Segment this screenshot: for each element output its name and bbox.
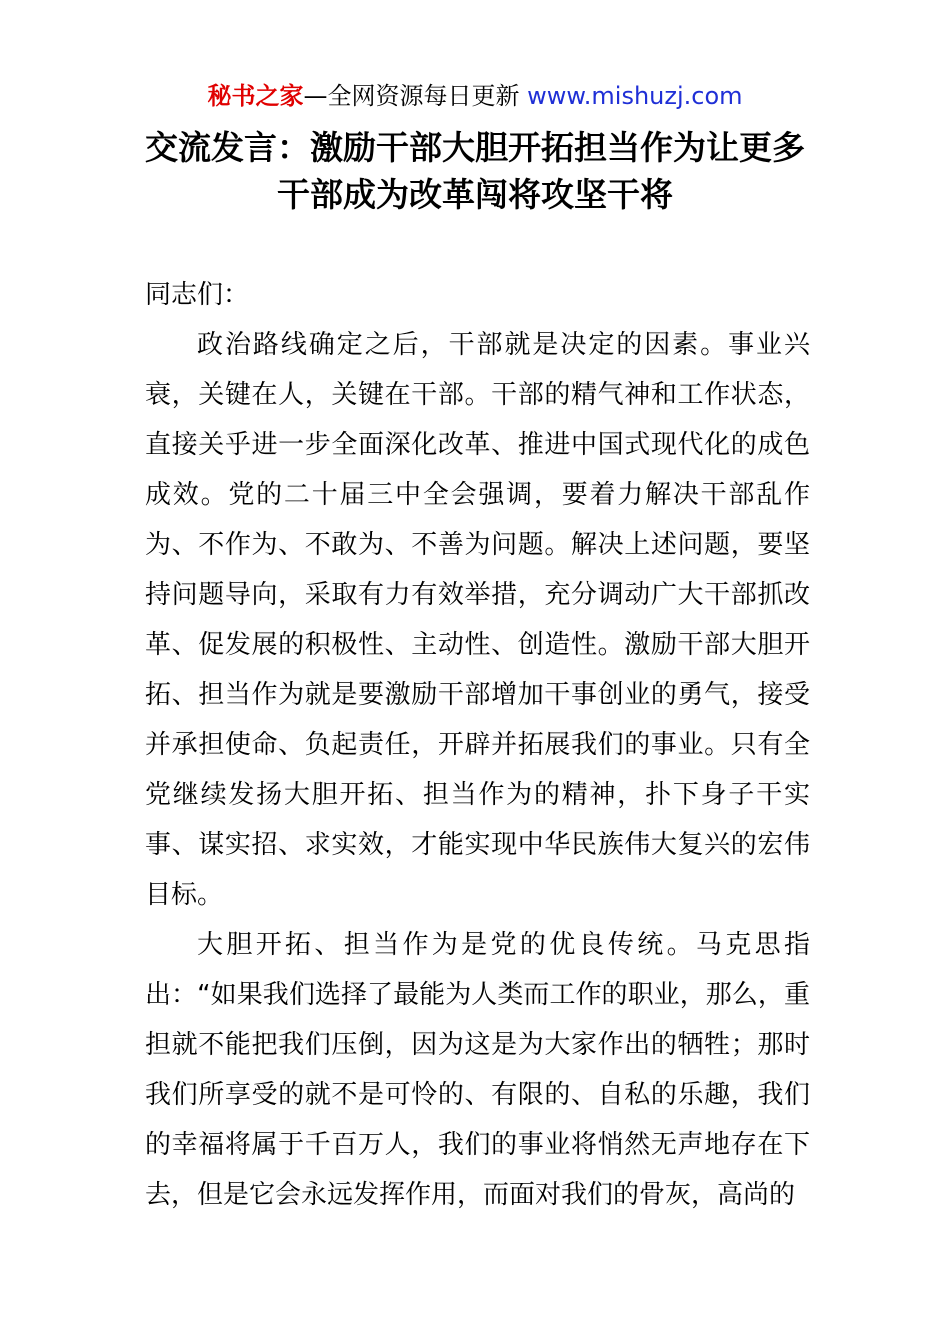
- site-slogan: —全网资源每日更新: [303, 82, 520, 110]
- site-brand: 秘书之家: [207, 82, 304, 110]
- paragraph-2: 大胆开拓、担当作为是党的优良传统。马克思指出：“如果我们选择了最能为人类而工作的职业，那么，重担就不能把我们压倒，因为这是为大家作出的牺牲；那时我们所享受的就不是可怜的、有限的、自私的乐趣，我们的幸福将属于千百万人，我们的事业将悄然无声地存在下去，但是它会永远发挥作用，而面对我们的骨灰，高尚的: [145, 930, 810, 1210]
- site-header: [0, 80, 950, 112]
- salutation: 同志们：: [145, 280, 250, 310]
- document-title: 交流发言：激励干部大胆开拓担当作为让更多干部成为改革闯将攻坚干将: [145, 128, 805, 214]
- site-url-link[interactable]: www.mishuzj.com: [527, 82, 743, 110]
- document-body: [145, 270, 810, 1220]
- paragraph-1: 政治路线确定之后，干部就是决定的因素。事业兴衰，关键在人，关键在干部。干部的精气神和工作状态，直接关乎进一步全面深化改革、推进中国式现代化的成色成效。党的二十届三中全会强调，要着力解决干部乱作为、不作为、不敢为、不善为问题。解决上述问题，要坚持问题导向，采取有力有效举措，充分调动广大干部抓改革、促发展的积极性、主动性、创造性。激励干部大胆开拓、担当作为就是要激励干部增加干事创业的勇气，接受并承担使命、负起责任，开辟并拓展我们的事业。只有全党继续发扬大胆开拓、担当作为的精神，扑下身子干实事、谋实招、求实效，才能实现中华民族伟大复兴的宏伟目标。: [145, 330, 810, 910]
